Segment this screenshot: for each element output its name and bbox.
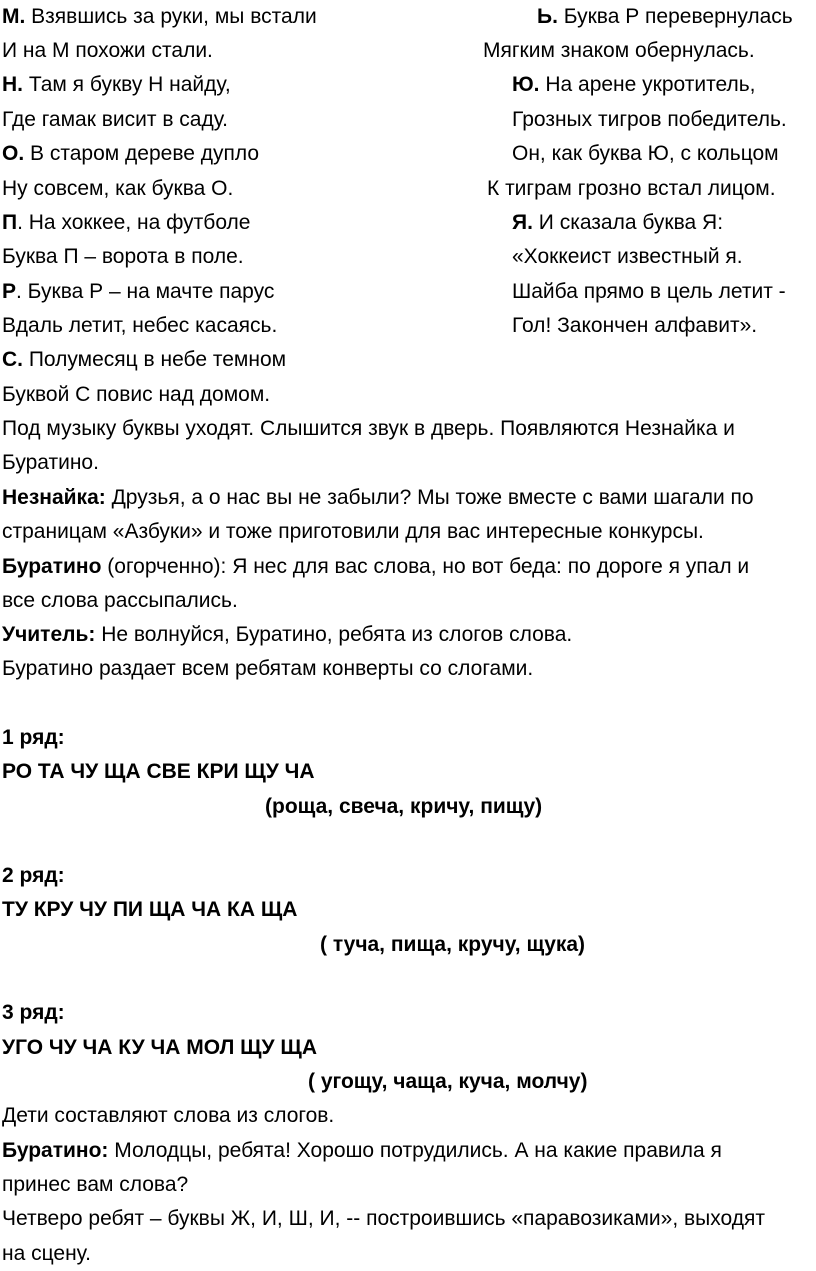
verse-p-line2: Буква П – ворота в поле. [2, 245, 244, 268]
row-1-answer: (роща, свеча, кричу, пищу) [265, 795, 543, 818]
verse-yu-line1: Ю. На арене укротитель, [512, 73, 756, 96]
verse-soft-sign-line2: Мягким знаком обернулась. [483, 39, 755, 62]
stage-direction: Дети составляют слова из слогов. [2, 1104, 335, 1127]
verse-ya-line2: «Хоккеист известный я. [512, 245, 743, 268]
row-2-label: 2 ряд: [2, 864, 65, 887]
row-2-answer: ( туча, пища, кручу, щука) [320, 933, 586, 956]
dialogue-buratino: Буратино (огорченно): Я нес для вас слова, но вот беда: по дороге я упал и [2, 555, 750, 578]
verse-m-line1: М. Взявшись за руки, мы встали [2, 5, 317, 28]
dialogue-buratino-2: Буратино: Молодцы, ребята! Хорошо потрудились. А на какие правила я [2, 1139, 722, 1162]
verse-yu-line4: К тиграм грозно встал лицом. [487, 177, 776, 200]
verse-r-line1: Р. Буква Р – на мачте парус [2, 280, 275, 303]
verse-m-line2: И на М похожи стали. [2, 39, 213, 62]
speaker-name: Буратино: [2, 1139, 109, 1162]
row-2-syllables: ТУ КРУ ЧУ ПИ ЩА ЧА КА ЩА [2, 898, 298, 921]
verse-yu-line2: Грозных тигров победитель. [512, 108, 787, 131]
stage-direction: Четверо ребят – буквы Ж, И, Ш, И, -- построившись «паравозиками», выходят [2, 1207, 765, 1230]
row-1-label: 1 ряд: [2, 726, 65, 749]
verse-o-line2: Ну совсем, как буква О. [2, 177, 234, 200]
verse-s-line1: С. Полумесяц в небе темном [2, 348, 287, 371]
verse-r-line2: Вдаль летит, небес касаясь. [2, 314, 278, 337]
verse-ya-line3: Шайба прямо в цель летит - [512, 280, 786, 303]
verse-n-line2: Где гамак висит в саду. [2, 108, 228, 131]
dialogue-neznaika: Незнайка: Друзья, а о нас вы не забыли? Мы тоже вместе с вами шагали по [2, 486, 754, 509]
row-3-answer: ( угощу, чаща, куча, молчу) [308, 1070, 588, 1093]
verse-s-line2: Буквой С повис над домом. [2, 383, 271, 406]
dialogue-teacher: Учитель: Не волнуйся, Буратино, ребята из слогов слова. [2, 623, 573, 646]
dialogue-buratino-2-cont: принес вам слова? [2, 1173, 189, 1196]
speaker-name: Незнайка: [2, 486, 106, 509]
dialogue-buratino-cont: все слова рассыпались. [2, 589, 238, 612]
stage-direction: Под музыку буквы уходят. Слышится звук в дверь. Появляются Незнайка и [2, 417, 735, 440]
stage-direction: Буратино. [2, 451, 99, 474]
verse-soft-sign-line1: Ь. Буква Р перевернулась [537, 5, 793, 28]
verse-n-line1: Н. Там я букву Н найду, [2, 73, 231, 96]
verse-ya-line4: Гол! Закончен алфавит». [512, 314, 758, 337]
speaker-name: Буратино [2, 555, 102, 578]
verse-ya-line1: Я. И сказала буква Я: [512, 211, 724, 234]
verse-yu-line3: Он, как буква Ю, с кольцом [512, 142, 779, 165]
dialogue-neznaika-cont: страницам «Азбуки» и тоже приготовили для вас интересные конкурсы. [2, 520, 704, 543]
row-3-label: 3 ряд: [2, 1001, 65, 1024]
stage-direction: Буратино раздает всем ребятам конверты со слогами. [2, 657, 534, 680]
verse-p-line1: П. На хоккее, на футболе [2, 211, 251, 234]
verse-o-line1: О. В старом дереве дупло [2, 142, 260, 165]
speaker-name: Учитель: [2, 623, 96, 646]
stage-direction: на сцену. [2, 1242, 91, 1265]
row-1-syllables: РО ТА ЧУ ЩА СВЕ КРИ ЩУ ЧА [2, 760, 315, 783]
row-3-syllables: УГО ЧУ ЧА КУ ЧА МОЛ ЩУ ЩА [2, 1036, 317, 1059]
